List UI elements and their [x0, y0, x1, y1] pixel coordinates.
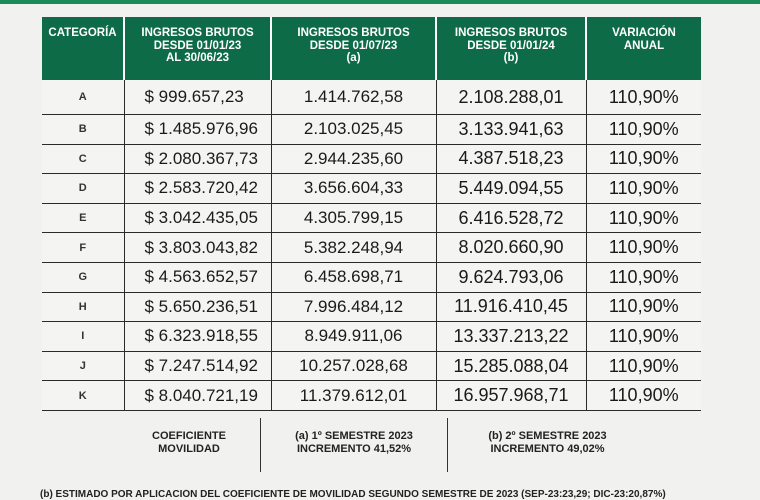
ingresos-2024-cell: 3.133.941,63	[436, 115, 586, 145]
ingresos-2024-cell: 9.624.793,06	[436, 262, 586, 292]
coeficiente-b: (b) 2º SEMESTRE 2023 INCREMENTO 49,02%	[447, 418, 647, 472]
ingresos-2024-cell: 16.957.968,71	[436, 381, 586, 411]
ingresos-2024-cell: 15.285.088,04	[436, 351, 586, 381]
table-header-row	[42, 17, 701, 80]
category-cell: K	[42, 381, 124, 411]
ingresos-2024-cell: 2.108.288,01	[436, 80, 586, 115]
variacion-cell: 110,90%	[586, 203, 701, 233]
ingresos-2024-cell: 4.387.518,23	[436, 144, 586, 174]
variacion-cell: 110,90%	[586, 80, 701, 115]
ingresos-2024-cell: 6.416.528,72	[436, 203, 586, 233]
table-row	[42, 203, 701, 233]
categories-table	[42, 17, 701, 411]
category-cell: J	[42, 351, 124, 381]
category-cell: E	[42, 203, 124, 233]
variacion-cell: 110,90%	[586, 322, 701, 352]
ingresos-2023-s2-cell: 1.414.762,58	[271, 80, 436, 115]
ingresos-2023-s2-cell: 11.379.612,01	[271, 381, 436, 411]
ingresos-2023-s2-cell: 2.103.025,45	[271, 115, 436, 145]
variacion-cell: 110,90%	[586, 233, 701, 263]
ingresos-2024-cell: 11.916.410,45	[436, 292, 586, 322]
ingresos-2023-s1-cell: $ 5.650.236,51	[124, 292, 271, 322]
table-row	[42, 233, 701, 263]
variacion-cell: 110,90%	[586, 115, 701, 145]
ingresos-2023-s2-cell: 2.944.235,60	[271, 144, 436, 174]
ingresos-2023-s1-cell: $ 3.042.435,05	[124, 203, 271, 233]
variacion-cell: 110,90%	[586, 381, 701, 411]
top-accent-bar	[0, 0, 760, 4]
ingresos-2023-s1-cell: $ 1.485.976,96	[124, 115, 271, 145]
table-row	[42, 174, 701, 204]
table-row	[42, 144, 701, 174]
table-row	[42, 262, 701, 292]
table-row	[42, 80, 701, 115]
footnote: (b) ESTIMADO POR APLICACIÓN DEL COEFICIENTE DE MOVILIDAD SEGUNDO SEMESTRE DE 2023 (SEP-23:23,29; DIC-23:20,87%)	[40, 489, 666, 500]
ingresos-2023-s1-cell: $ 6.323.918,55	[124, 322, 271, 352]
ingresos-2023-s2-cell: 10.257.028,68	[271, 351, 436, 381]
ingresos-2023-s1-cell: $ 999.657,23	[124, 80, 271, 115]
coeficiente-movilidad-box	[118, 418, 678, 472]
variacion-cell: 110,90%	[586, 174, 701, 204]
ingresos-2023-s1-cell: $ 2.583.720,42	[124, 174, 271, 204]
category-cell: C	[42, 144, 124, 174]
ingresos-2023-s2-cell: 3.656.604,33	[271, 174, 436, 204]
table-row	[42, 115, 701, 145]
coeficiente-a: (a) 1º SEMESTRE 2023 INCREMENTO 41,52%	[260, 418, 447, 472]
table-row	[42, 322, 701, 352]
variacion-cell: 110,90%	[586, 351, 701, 381]
table-row	[42, 292, 701, 322]
ingresos-2023-s2-cell: 4.305.799,15	[271, 203, 436, 233]
category-cell: G	[42, 262, 124, 292]
table-row	[42, 381, 701, 411]
ingresos-2024-cell: 5.449.094,55	[436, 174, 586, 204]
category-cell: I	[42, 322, 124, 352]
category-cell: F	[42, 233, 124, 263]
ingresos-2023-s1-cell: $ 3.803.043,82	[124, 233, 271, 263]
header-variacion-anual: VARIACIÓN ANUAL	[586, 17, 701, 80]
coeficiente-label: COEFICIENTE MOVILIDAD	[152, 430, 226, 455]
variacion-cell: 110,90%	[586, 144, 701, 174]
ingresos-2023-s2-cell: 6.458.698,71	[271, 262, 436, 292]
category-cell: A	[42, 80, 124, 115]
header-ingresos-2023-s1: INGRESOS BRUTOS DESDE 01/01/23 AL 30/06/23	[124, 17, 271, 80]
variacion-cell: 110,90%	[586, 292, 701, 322]
ingresos-2023-s1-cell: $ 8.040.721,19	[124, 381, 271, 411]
variacion-cell: 110,90%	[586, 262, 701, 292]
header-categoria: CATEGORÍA	[42, 17, 124, 80]
table-row	[42, 351, 701, 381]
category-cell: H	[42, 292, 124, 322]
category-cell: D	[42, 174, 124, 204]
ingresos-2023-s2-cell: 5.382.248,94	[271, 233, 436, 263]
ingresos-2023-s1-cell: $ 4.563.652,57	[124, 262, 271, 292]
ingresos-2024-cell: 13.337.213,22	[436, 322, 586, 352]
header-ingresos-2023-s2: INGRESOS BRUTOS DESDE 01/07/23 (a)	[271, 17, 436, 80]
ingresos-2023-s2-cell: 8.949.911,06	[271, 322, 436, 352]
ingresos-2023-s2-cell: 7.996.484,12	[271, 292, 436, 322]
category-cell: B	[42, 115, 124, 145]
header-ingresos-2024: INGRESOS BRUTOS DESDE 01/01/24 (b)	[436, 17, 586, 80]
ingresos-2023-s1-cell: $ 7.247.514,92	[124, 351, 271, 381]
ingresos-2023-s1-cell: $ 2.080.367,73	[124, 144, 271, 174]
ingresos-2024-cell: 8.020.660,90	[436, 233, 586, 263]
